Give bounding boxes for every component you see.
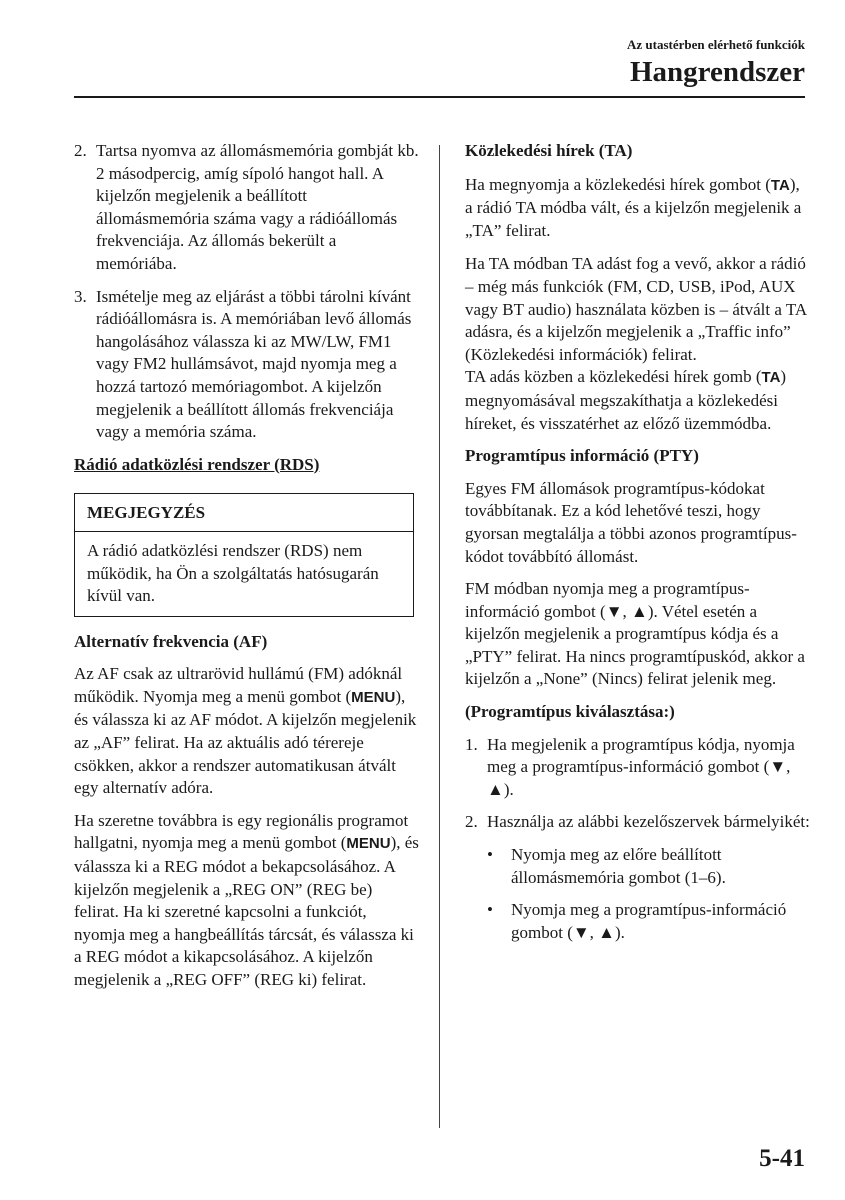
af-paragraph-2 — [74, 810, 420, 992]
text-span: ) megnyomásával megszakíthatja a közlekedési híreket, és visszatérhet az előző üzemmódba. — [465, 367, 787, 433]
header-rule — [74, 96, 805, 98]
page-title: Hangrendszer — [629, 56, 805, 88]
column-divider — [439, 145, 440, 1128]
list-number: 3. — [74, 286, 87, 306]
list-text: Ismételje meg az eljárást a többi tárolni kívánt rádióállomásra is. A memóriában levő állomás hangolásához válassza ki az MW/LW, FM1 vagy FM2 hullámsávot, majd nyomja meg a hozzá tartozó memóriagombot. A kijelzőn megjelenik a beállított állomás frekvenciája vagy a memória száma. — [96, 286, 412, 442]
list-text: Tartsa nyomva az állomásmemória gombját kb. 2 másodpercig, amíg sípoló hangot hall. A kijelzőn megjelenik a beállított állomásmemória száma vagy a rádióállomás frekvenciája. Az állomás bekerült a memóriába. — [96, 141, 419, 273]
list-item-step-2 — [465, 811, 810, 834]
list-number: 2. — [74, 141, 87, 160]
text-span: ), és válassza ki a REG módot a bekapcsolásához. A kijelzőn megjelenik a „REG ON” (REG be) felirat. Ha ki szeretné kapcsolni a funkciót, nyomja meg a hangbeállítás tárcsát, és válassza ki a REG módot a kikapcsolásához. A kijelzőn megjelenik a „REG OFF” (REG ki) felirat. — [74, 833, 419, 989]
ta-key-glyph: TA — [770, 176, 790, 194]
ta-paragraph-3 — [465, 366, 810, 435]
text-span: Az AF csak az ultrarövid hullámú (FM) adóknál működik. Nyomja meg a menü gombot ( — [74, 664, 403, 706]
list-text: Használja az alábbi kezelőszervek bármelyikét: — [487, 812, 810, 832]
bullet-icon: • — [487, 900, 493, 920]
menu-key-glyph: MENU — [351, 688, 396, 706]
pty-paragraph-1: Egyes FM állomások programtípus-kódokat továbbítanak. Ez a kód lehetővé teszi, hogy gyorsan megtalálja a többi azonos programtípus-kódot továbbító állomást. — [465, 478, 797, 566]
af-heading: Alternatív frekvencia (AF) — [74, 631, 268, 651]
text-span: ), a rádió TA módba vált, és a kijelzőn megjelenik a „TA” felirat. — [465, 174, 802, 240]
list-number: 2. — [465, 812, 478, 832]
list-item-step-2 — [74, 140, 420, 276]
text-span: Ha megnyomja a közlekedési hírek gombot ( — [465, 174, 771, 194]
note-title: MEGJEGYZÉS — [75, 494, 413, 532]
menu-key-glyph: MENU — [346, 835, 391, 853]
af-paragraph-1 — [74, 663, 420, 800]
bullet-item — [465, 899, 810, 944]
left-column — [74, 140, 420, 992]
right-column — [465, 140, 810, 944]
ta-key-glyph: TA — [761, 369, 781, 387]
text-span: ), és válassza ki az AF módot. A kijelzőn megjelenik az „AF” felirat. Ha az aktuális adó térereje csökken, akkor a rendszer automatikusan átvált egy alternatív adóra. — [74, 686, 417, 798]
ta-paragraph-1 — [465, 174, 810, 243]
note-box — [74, 493, 414, 616]
list-text: Ha megjelenik a programtípus kódja, nyomja meg a programtípus-információ gombot (▼, ▲). — [487, 734, 795, 799]
ta-paragraph-2: Ha TA módban TA adást fog a vevő, akkor a rádió – még más funkciók (FM, CD, USB, iPod, AUX vagy BT audio) használata közben is – átvált a TA adásra, és a kijelzőn megjelenik a „Traffic info” (Közlekedési információk) felirat. — [465, 254, 807, 364]
bullet-text: Nyomja meg az előre beállított állomásmemória gombot (1–6). — [511, 845, 726, 887]
text-span: Ha szeretne továbbra is egy regionális programot hallgatni, nyomja meg a menü gombot ( — [74, 810, 409, 853]
note-body: A rádió adatközlési rendszer (RDS) nem működik, ha Ön a szolgáltatás hatósugarán kívül van. — [87, 540, 379, 606]
pty-select-heading: (Programtípus kiválasztása:) — [465, 702, 675, 722]
bullet-item — [465, 844, 810, 889]
ta-heading: Közlekedési hírek (TA) — [465, 141, 633, 160]
text-span: TA adás közben a közlekedési hírek gomb ( — [465, 367, 762, 387]
bullet-icon: • — [487, 845, 493, 865]
bullet-text: Nyomja meg a programtípus-információ gombot (▼, ▲). — [511, 900, 787, 942]
header-section: Az utastérben elérhető funkciók — [626, 37, 805, 52]
pty-paragraph-2: FM módban nyomja meg a programtípus-információ gombot (▼, ▲). Vétel esetén a kijelzőn megjelenik a programtípus kódja és a „PTY” felirat. Ha nincs programtípuskód, akkor a kijelzőn a „None” (Nincs) felirat jelenik meg. — [465, 579, 805, 689]
rds-heading: Rádió adatközlési rendszer (RDS) — [74, 454, 320, 474]
list-item-step-3 — [74, 286, 420, 444]
page-number: 5-41 — [759, 1145, 805, 1172]
list-number: 1. — [465, 734, 478, 754]
list-item-step-1 — [465, 734, 810, 802]
pty-heading: Programtípus információ (PTY) — [465, 446, 699, 466]
